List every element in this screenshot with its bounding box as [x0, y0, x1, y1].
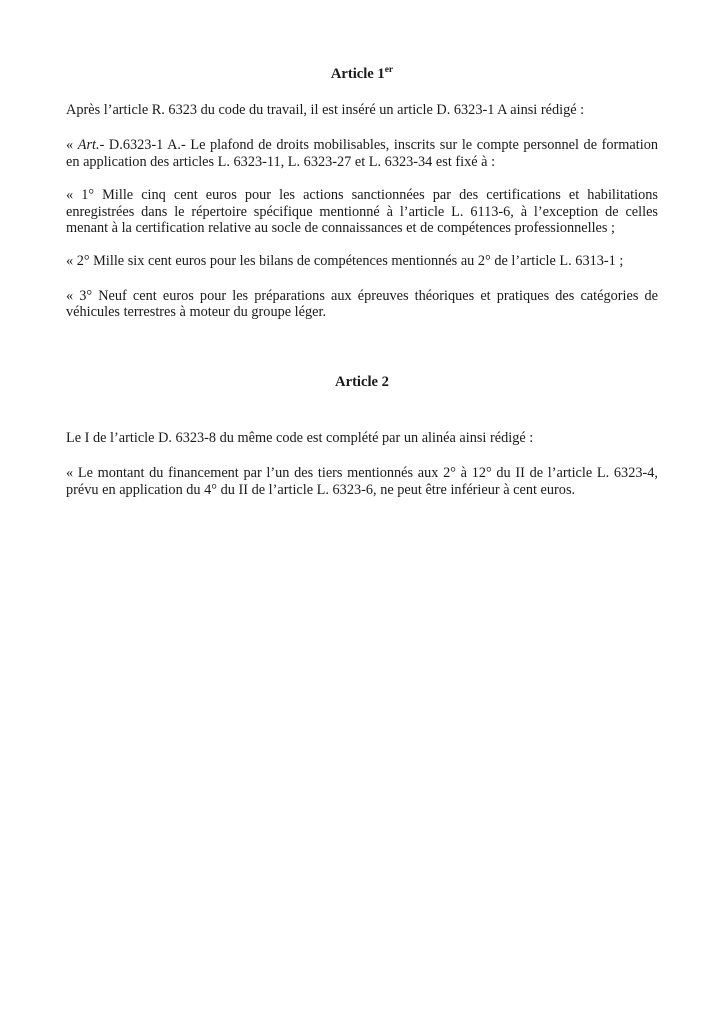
article-1-heading-text: Article 1	[330, 66, 385, 82]
article-1-art-paragraph	[66, 137, 658, 170]
art-paragraph-body: - D.6323-1 A.- Le plafond de droits mobilisables, inscrits sur le compte personnel de formation en application des articles L. 6323-11, L. 6323-27 et L. 6323-34 est fixé à :	[66, 137, 658, 170]
article-2-body-paragraph: « Le montant du financement par l’un des tiers mentionnés aux 2° à 12° du II de l’article L. 6323-4, prévu en application du 4° du II de l’article L. 6323-6, ne peut être inférieur à cent euros.	[66, 465, 658, 498]
article-1-intro-paragraph: Après l’article R. 6323 du code du travail, il est inséré un article D. 6323-1 A ainsi rédigé :	[66, 102, 585, 118]
art-paragraph-open-quote: «	[66, 137, 78, 153]
article-2-intro-paragraph: Le I de l’article D. 6323-8 du même code est complété par un alinéa ainsi rédigé :	[66, 430, 534, 446]
art-paragraph-italic-label: Art.	[77, 137, 100, 153]
article-2-section	[66, 374, 658, 499]
article-1-item-2: « 2° Mille six cent euros pour les bilans de compétences mentionnés au 2° de l’article L. 6313-1 ;	[66, 253, 624, 269]
article-2-heading-text: Article 2	[335, 373, 389, 390]
article-2-heading	[66, 374, 658, 391]
article-1-heading	[66, 66, 658, 83]
article-1-item-1: « 1° Mille cinq cent euros pour les actions sanctionnées par des certifications et habilitations enregistrées dans le répertoire spécifique mentionné à l’article L. 6113-6, à l’exception de celles menant à la certification relative au socle de connaissances et de compétences professionnelles ;	[66, 187, 658, 236]
article-1-section	[66, 66, 658, 321]
article-1-heading-superscript: er	[384, 65, 394, 76]
article-1-item-3: « 3° Neuf cent euros pour les préparations aux épreuves théoriques et pratiques des catégories de véhicules terrestres à moteur du groupe léger.	[66, 287, 658, 320]
